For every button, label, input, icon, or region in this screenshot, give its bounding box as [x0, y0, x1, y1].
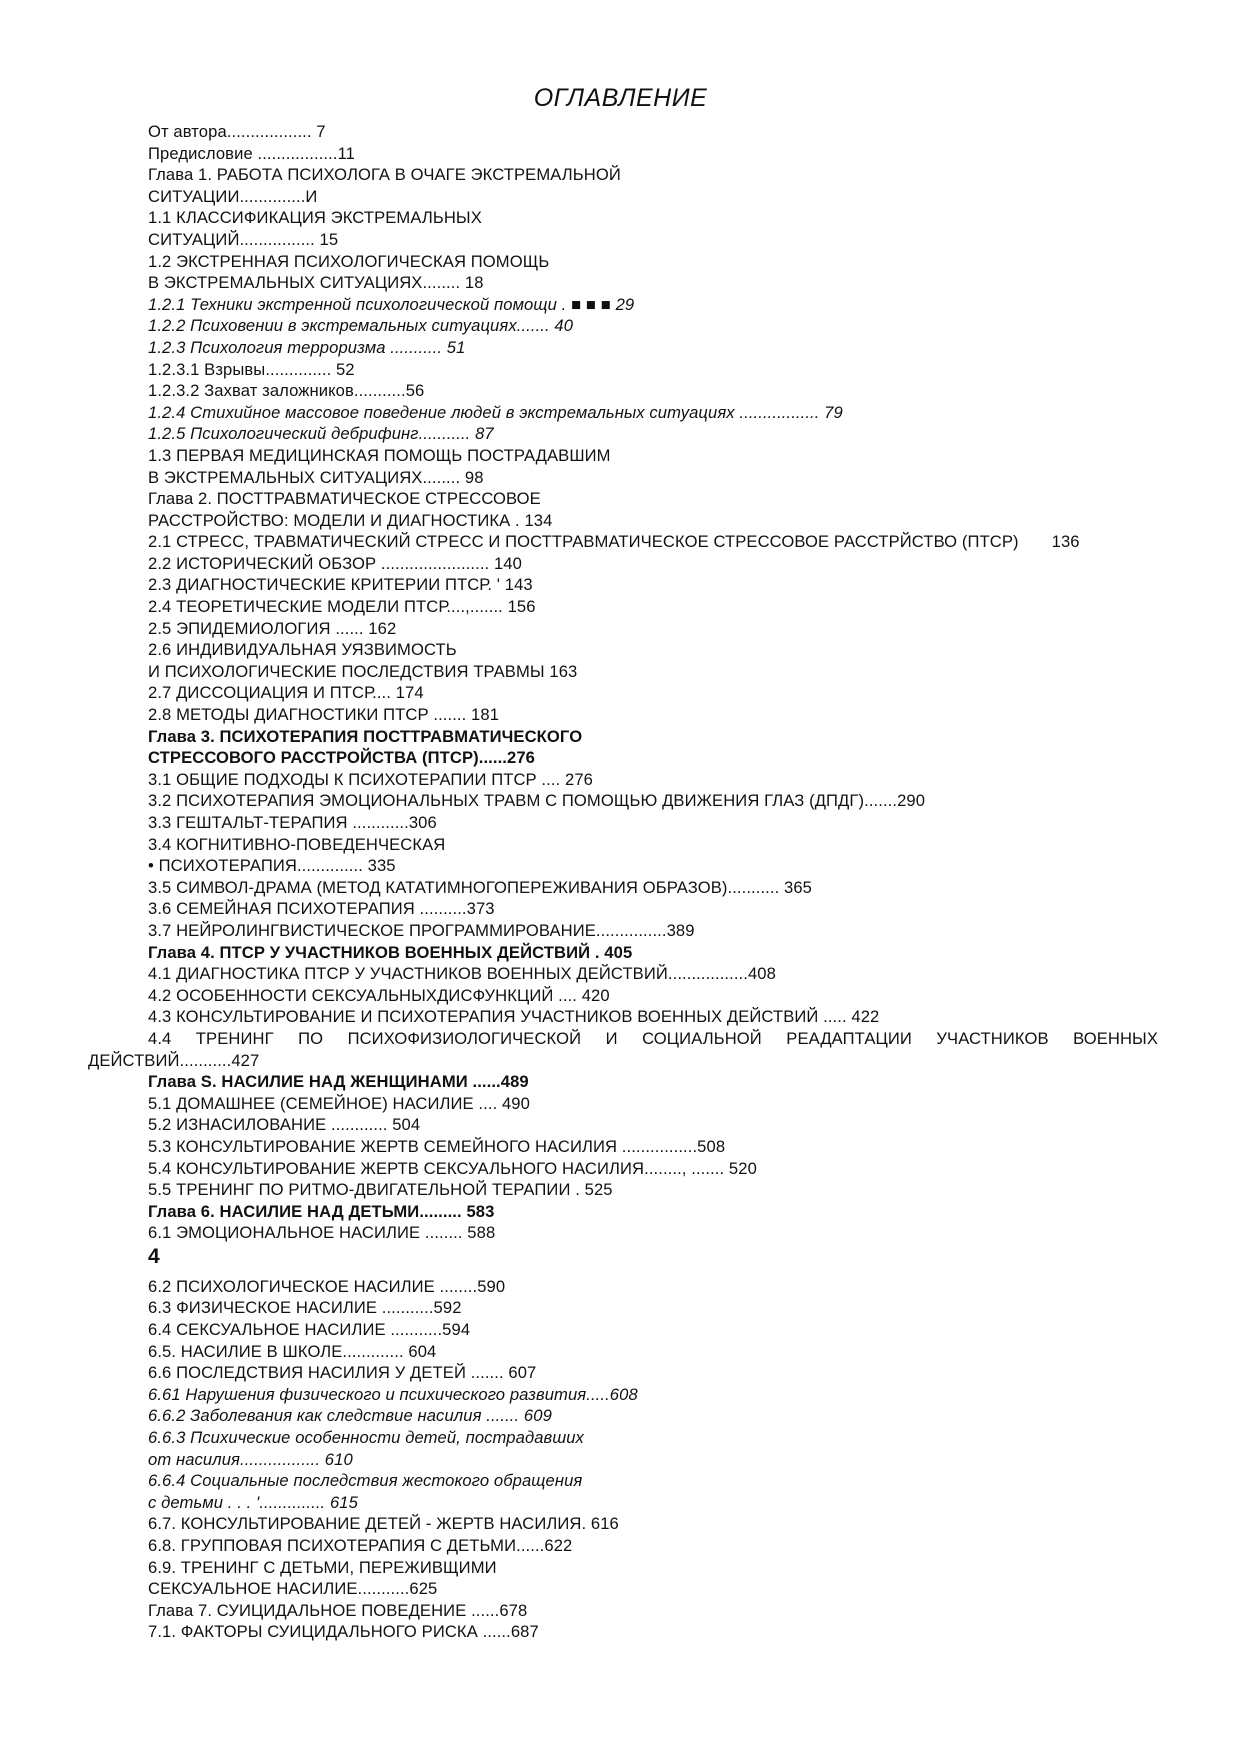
toc-entry: 4.2 ОСОБЕННОСТИ СЕКСУАЛЬНЫХДИСФУНКЦИЙ .... 420 [148, 985, 610, 1005]
table-of-contents [88, 121, 1158, 1643]
toc-entry: РАССТРОЙСТВО: МОДЕЛИ И ДИАГНОСТИКА . 134 [148, 510, 553, 530]
toc-entry: 5.1 ДОМАШНЕЕ (СЕМЕЙНОЕ) НАСИЛИЕ .... 490 [148, 1093, 530, 1113]
toc-entry: 3.3 ГЕШТАЛЬТ-ТЕРАПИЯ ............306 [148, 813, 437, 832]
toc-entry: 6.6.3 Психические особенности детей, пострадавших [148, 1428, 584, 1448]
toc-entry: 4.3 КОНСУЛЬТИРОВАНИЕ И ПСИХОТЕРАПИЯ УЧАСТНИКОВ ВОЕННЫХ ДЕЙСТВИЙ ..... 422 [148, 1007, 880, 1027]
toc-entry: 1.2 ЭКСТРЕННАЯ ПСИХОЛОГИЧЕСКАЯ ПОМОЩЬ [148, 251, 550, 271]
toc-entry: 1.2.1 Техники экстренной психологической помощи . ■ ■ ■ 29 [148, 294, 635, 314]
toc-entry: 5.2 ИЗНАСИЛОВАНИЕ ............ 504 [148, 1115, 421, 1135]
toc-entry: 1.2.3 Психология терроризма ........... 51 [148, 337, 466, 357]
toc-entry: 6.3 ФИЗИЧЕСКОЕ НАСИЛИЕ ...........592 [148, 1298, 462, 1318]
toc-entry: 3.4 КОГНИТИВНО-ПОВЕДЕНЧЕСКАЯ [148, 834, 446, 854]
toc-entry: От автора.................. 7 [148, 122, 326, 141]
toc-entry: 2.3 ДИАГНОСТИЧЕСКИЕ КРИТЕРИИ ПТСР. ' 143 [148, 575, 533, 595]
toc-entry: 6.8. ГРУППОВАЯ ПСИХОТЕРАПИЯ С ДЕТЬМИ......622 [148, 1536, 573, 1555]
toc-entry: 2.7 ДИССОЦИАЦИЯ И ПТСР.... 174 [148, 683, 424, 703]
toc-entry: 4.1 ДИАГНОСТИКА ПТСР У УЧАСТНИКОВ ВОЕННЫХ ДЕЙСТВИЙ.................408 [148, 964, 776, 984]
toc-entry: 3.2 ПСИХОТЕРАПИЯ ЭМОЦИОНАЛЬНЫХ ТРАВМ С ПОМОЩЬЮ ДВИЖЕНИЯ ГЛАЗ (ДПДГ).......290 [148, 791, 926, 811]
toc-entry: 5.4 КОНСУЛЬТИРОВАНИЕ ЖЕРТВ СЕКСУАЛЬНОГО НАСИЛИЯ........, ....... 520 [148, 1158, 757, 1178]
toc-entry: 6.1 ЭМОЦИОНАЛЬНОЕ НАСИЛИЕ ........ 588 [148, 1223, 496, 1243]
toc-entry: 1.3 ПЕРВАЯ МЕДИЦИНСКАЯ ПОМОЩЬ ПОСТРАДАВШИМ [148, 445, 611, 465]
toc-entry: Глава 6. НАСИЛИЕ НАД ДЕТЬМИ......... 583 [148, 1201, 495, 1221]
toc-entry: 6.6 ПОСЛЕДСТВИЯ НАСИЛИЯ У ДЕТЕЙ ....... 607 [148, 1363, 537, 1383]
toc-entry: Глава 1. РАБОТА ПСИХОЛОГА В ОЧАГЕ ЭКСТРЕМАЛЬНОЙ [148, 165, 621, 185]
toc-entry: 4 [148, 1244, 160, 1268]
toc-entry: • ПСИХОТЕРАПИЯ.............. 335 [148, 856, 396, 876]
toc-entry: Глава 7. СУИЦИДАЛЬНОЕ ПОВЕДЕНИЕ ......678 [148, 1600, 528, 1620]
toc-entry: с детьми . . . '.............. 615 [148, 1492, 358, 1512]
toc-entry: 2.2 ИСТОРИЧЕСКИЙ ОБЗОР ....................... 140 [148, 553, 522, 573]
toc-entry: 6.5. НАСИЛИЕ В ШКОЛЕ............. 604 [148, 1341, 437, 1361]
page-title: ОГЛАВЛЕНИЕ [533, 84, 708, 112]
toc-entry: 2.4 ТЕОРЕТИЧЕСКИЕ МОДЕЛИ ПТСР....,....... 156 [148, 597, 536, 617]
toc-entry: 6.9. ТРЕНИНГ С ДЕТЬМИ, ПЕРЕЖИВЩИМИ [148, 1557, 497, 1577]
toc-entry: 1.2.4 Стихийное массовое поведение людей в экстремальных ситуациях ................. 79 [148, 402, 843, 422]
toc-entry: Предисловие .................11 [148, 143, 355, 163]
toc-entry: 2.5 ЭПИДЕМИОЛОГИЯ ...... 162 [148, 618, 397, 638]
toc-entry: 3.7 НЕЙРОЛИНГВИСТИЧЕСКОЕ ПРОГРАММИРОВАНИЕ...............389 [148, 920, 695, 940]
toc-entry: 7.1. ФАКТОРЫ СУИЦИДАЛЬНОГО РИСКА ......687 [148, 1622, 539, 1642]
toc-entry: 4.4 ТРЕНИНГ ПО ПСИХОФИЗИОЛОГИЧЕСКОЙ И СОЦИАЛЬНОЙ РЕАДАПТАЦИИ УЧАСТНИКОВ ВОЕННЫХ ДЕЙСТВИЙ...........427 [88, 1028, 1158, 1070]
toc-entry: 2.6 ИНДИВИДУАЛЬНАЯ УЯЗВИМОСТЬ [148, 640, 457, 660]
toc-entry: 3.6 СЕМЕЙНАЯ ПСИХОТЕРАПИЯ ..........373 [148, 899, 495, 919]
toc-entry: 6.61 Нарушения физического и психического развития.....608 [148, 1384, 638, 1404]
toc-entry: СИТУАЦИИ..............И [148, 186, 318, 206]
toc-entry: 6.7. КОНСУЛЬТИРОВАНИЕ ДЕТЕЙ - ЖЕРТВ НАСИЛИЯ. 616 [148, 1514, 619, 1534]
toc-entry: СЕКСУАЛЬНОЕ НАСИЛИЕ...........625 [148, 1579, 438, 1599]
toc-entry: 5.3 КОНСУЛЬТИРОВАНИЕ ЖЕРТВ СЕМЕЙНОГО НАСИЛИЯ ................508 [148, 1136, 726, 1156]
toc-entry: 5.5 ТРЕНИНГ ПО РИТМО-ДВИГАТЕЛЬНОЙ ТЕРАПИИ . 525 [148, 1180, 613, 1200]
toc-entry: Глава S. НАСИЛИЕ НАД ЖЕНЩИНАМИ ......489 [148, 1072, 529, 1092]
toc-entry: В ЭКСТРЕМАЛЬНЫХ СИТУАЦИЯХ........ 18 [148, 273, 484, 293]
toc-entry: И ПСИХОЛОГИЧЕСКИЕ ПОСЛЕДСТВИЯ ТРАВМЫ 163 [148, 661, 578, 681]
toc-entry: 2.8 МЕТОДЫ ДИАГНОСТИКИ ПТСР ....... 181 [148, 705, 500, 725]
toc-entry: 6.4 СЕКСУАЛЬНОЕ НАСИЛИЕ ...........594 [148, 1320, 471, 1340]
toc-entry: 6.6.4 Социальные последствия жестокого обращения [148, 1471, 583, 1491]
toc-entry: от насилия................. 610 [148, 1449, 353, 1469]
toc-entry: 1.2.3.2 Захват заложников...........56 [148, 381, 425, 401]
toc-entry: 1.1 КЛАССИФИКАЦИЯ ЭКСТРЕМАЛЬНЫХ [148, 208, 482, 228]
toc-entry: 3.5 СИМВОЛ-ДРАМА (МЕТОД КАТАТИМНОГОПЕРЕЖИВАНИЯ ОБРАЗОВ)........... 365 [148, 877, 813, 897]
toc-entry: 1.2.3.1 Взрывы.............. 52 [148, 359, 355, 379]
toc-entry: Глава 3. ПСИХОТЕРАПИЯ ПОСТТРАВМАТИЧЕСКОГО [148, 726, 583, 746]
toc-entry: 2.1 СТРЕСС, ТРАВМАТИЧЕСКИЙ СТРЕСС И ПОСТТРАВМАТИЧЕСКОЕ СТРЕССОВОЕ РАССТРЙСТВО (ПТСР) 136 [148, 532, 1080, 552]
toc-entry: 1.2.2 Психовении в экстремальных ситуациях....... 40 [148, 316, 574, 336]
toc-entry: Глава 4. ПТСР У УЧАСТНИКОВ ВОЕННЫХ ДЕЙСТВИЙ . 405 [148, 942, 633, 962]
toc-entry: В ЭКСТРЕМАЛЬНЫХ СИТУАЦИЯХ........ 98 [148, 467, 484, 487]
toc-entry: Глава 2. ПОСТТРАВМАТИЧЕСКОЕ СТРЕССОВОЕ [148, 489, 541, 509]
toc-entry: 6.2 ПСИХОЛОГИЧЕСКОЕ НАСИЛИЕ ........590 [148, 1276, 506, 1296]
toc-entry: СИТУАЦИЙ................ 15 [148, 229, 339, 249]
toc-entry: 1.2.5 Психологический дебрифинг........... 87 [148, 424, 494, 444]
toc-entry: СТРЕССОВОГО РАССТРОЙСТВА (ПТСР)......276 [148, 748, 536, 768]
toc-entry: 3.1 ОБЩИЕ ПОДХОДЫ К ПСИХОТЕРАПИИ ПТСР .... 276 [148, 769, 593, 789]
toc-entry: 6.6.2 Заболевания как следствие насилия ....... 609 [148, 1406, 552, 1426]
